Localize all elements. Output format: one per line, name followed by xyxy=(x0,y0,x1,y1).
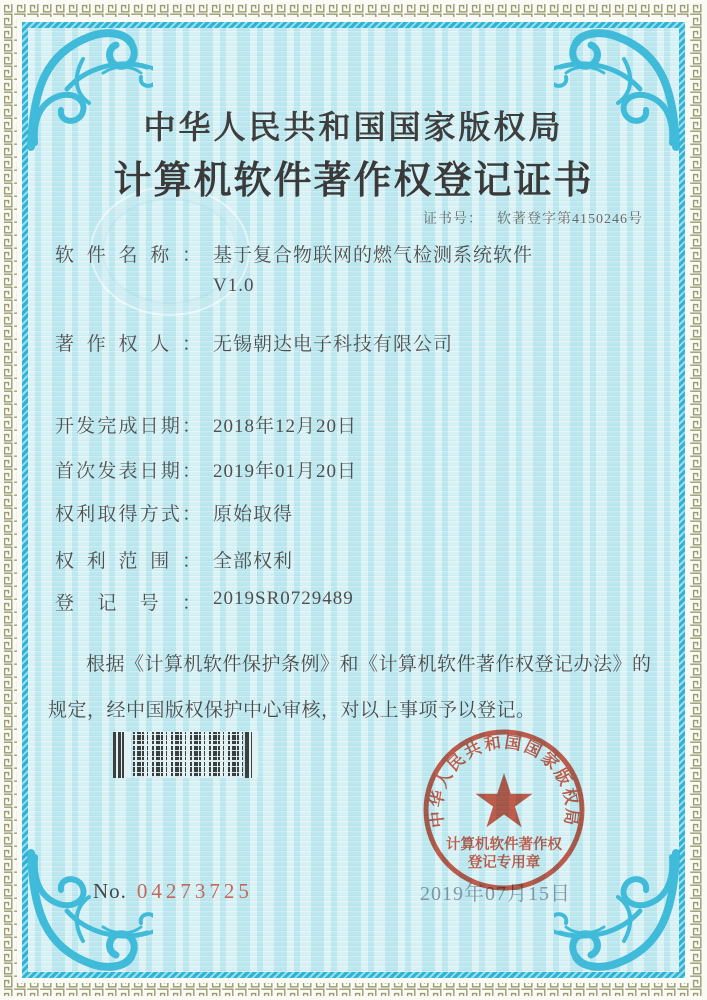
seal-caption-line2: 登记专用章 xyxy=(467,855,541,871)
barcode-start-pattern xyxy=(113,732,131,778)
software-version-value: V1.0 xyxy=(213,275,255,296)
rights-scope-value: 全部权利 xyxy=(213,551,294,572)
certificate-title: 计算机软件著作权登记证书 xyxy=(113,160,594,202)
serial-number-value: 04273725 xyxy=(136,879,253,903)
certificate-number xyxy=(423,208,643,228)
statement-line: 规定，经中国版权保护中心审核，对以上事项予以登记。 xyxy=(48,700,536,721)
field-label: 权利取得方式： xyxy=(55,504,201,525)
official-seal xyxy=(419,725,589,895)
certificate-number-value: 软著登字第4150246号 xyxy=(497,212,643,227)
field-label: 著作权人： xyxy=(55,334,201,355)
star-icon xyxy=(476,773,533,827)
serial-number xyxy=(93,879,253,904)
first-publish-date-value: 2019年01月20日 xyxy=(213,461,358,482)
barcode-2d xyxy=(113,732,258,778)
certificate-number-label: 证书号： xyxy=(423,212,483,227)
registration-statement xyxy=(48,642,664,734)
seal-ring-text: 中华人民共和国国家版权局 xyxy=(426,732,582,829)
field-row-copyright-owner xyxy=(55,329,453,356)
certificate-body xyxy=(22,22,685,978)
statement-line: 根据《计算机软件保护条例》和《计算机软件著作权登记办法》的 xyxy=(86,654,652,675)
field-row-rights-scope xyxy=(55,546,293,573)
field-label: 软件名称： xyxy=(55,245,201,266)
field-row-rights-acquisition xyxy=(55,499,293,526)
field-row-first-publish-date xyxy=(55,456,357,483)
registration-number-value: 2019SR0729489 xyxy=(213,588,354,609)
field-row-dev-complete-date xyxy=(55,411,357,438)
field-label: 首次发表日期： xyxy=(55,461,201,482)
rights-acquisition-value: 原始取得 xyxy=(213,504,294,525)
serial-number-label: No. xyxy=(93,879,127,903)
issue-date: 2019年07月15日 xyxy=(420,883,571,905)
field-row-registration-number xyxy=(55,588,354,615)
copyright-owner-value: 无锡朝达电子科技有限公司 xyxy=(213,334,454,355)
field-label: 权利范围： xyxy=(55,551,201,572)
software-name-value: 基于复合物联网的燃气检测系统软件 xyxy=(213,245,534,266)
field-row-software-name xyxy=(55,240,533,297)
field-label: 登记号： xyxy=(55,593,201,614)
barcode-stop-pattern xyxy=(245,732,258,778)
authority-name: 中华人民共和国国家版权局 xyxy=(143,109,564,145)
barcode-data-modules xyxy=(133,732,243,778)
dev-complete-date-value: 2018年12月20日 xyxy=(213,416,358,437)
seal-caption-line1: 计算机软件著作权 xyxy=(446,837,562,853)
field-label: 开发完成日期： xyxy=(55,416,201,437)
corner-flourish-icon xyxy=(25,847,153,975)
